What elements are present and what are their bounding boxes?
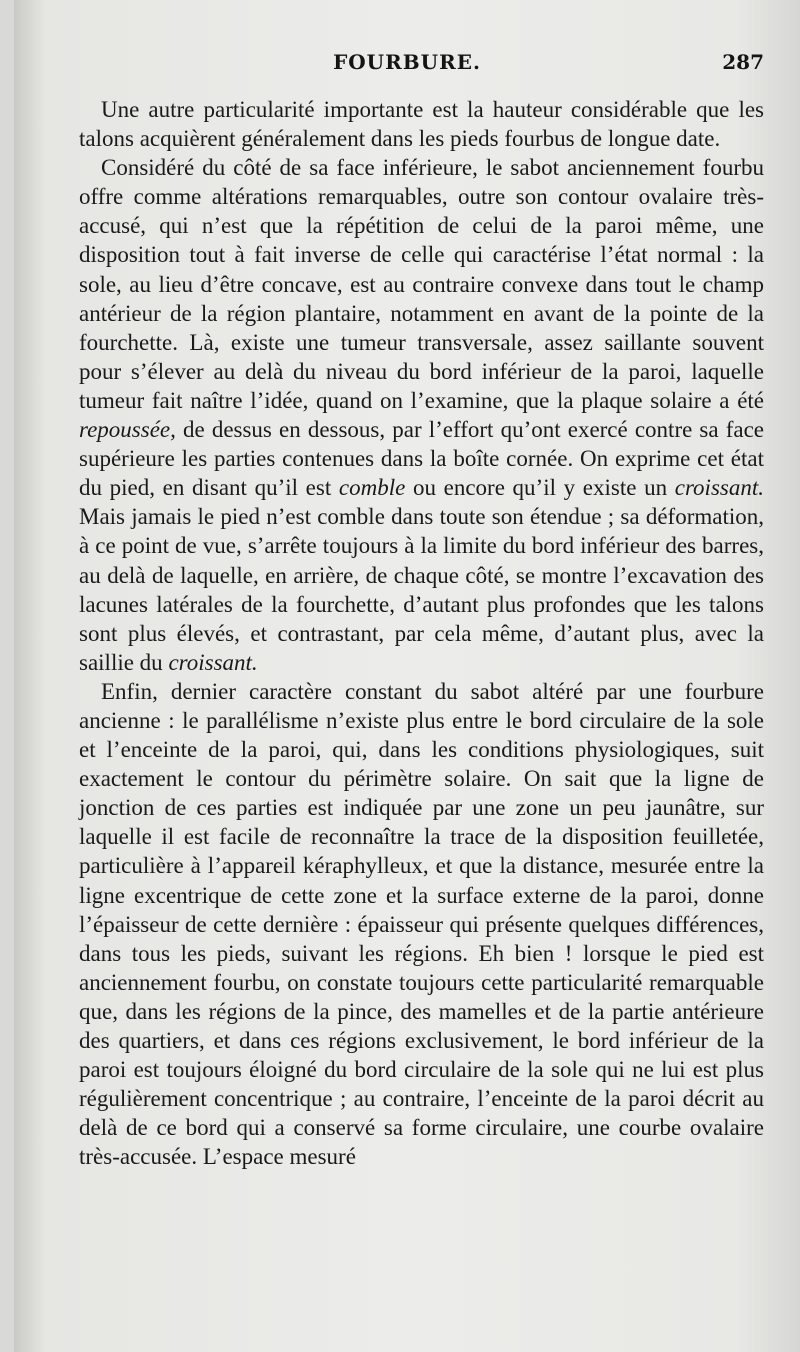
chapter-title: FOURBURE. <box>333 50 481 74</box>
italic-term-repoussee: repoussée, <box>79 417 176 443</box>
paragraph-2-text-3: ou encore qu’il y existe un <box>405 475 675 501</box>
paragraph-1-text: Une autre particularité importante est la hauteur considérable que les talons acquièrent généralement dans les pieds fourbus de longue date. <box>79 97 764 152</box>
running-header <box>14 50 800 80</box>
paragraph-2-text-2: de dessus en dessous, par l’effort qu’ont exercé contre sa face supérieure les parties contenues dans la boîte cornée. On exprime cet état du pied, en disant qu’il est <box>79 417 764 501</box>
book-page <box>14 0 800 1352</box>
paragraph-3-text: Enfin, dernier caractère constant du sabot altéré par une fourbure ancienne : le parallélisme n’existe plus entre le bord circulaire de la sole et l’enceinte de la paroi, qui, dans les conditions physiologiques, suit exactement le contour du périmètre solaire. On sait que la ligne de jonction de ces parties est indiquée par une zone un peu jaunâtre, sur laquelle il est facile de reconnaître la trace de la disposition feuilletée, particulière à l’appareil kéraphylleux, et que la distance, mesurée entre la ligne excentrique de cette zone et la surface externe de la paroi, donne l’épaisseur de cette dernière : épaisseur qui présente quelques différences, dans tous les pieds, suivant les régions. Eh bien ! lorsque le pied est anciennement fourbu, on constate toujours cette particularité remarquable que, dans les régions de la pince, des mamelles et de la partie antérieure des quartiers, et dans ces régions exclusivement, le bord inférieur de la paroi est toujours éloigné du bord circulaire de la sole qui ne lui est plus régulièrement concentrique ; au contraire, l’enceinte de la paroi décrit au delà de ce bord qui a conservé sa forme circulaire, une courbe ovalaire très-accusée. L’espace mesuré <box>79 678 764 1170</box>
paragraph-2-text-4: Mais jamais le pied n’est comble dans toute son étendue ; sa déformation, à ce point de vue, s’arrête toujours à la limite du bord inférieur des barres, au delà de laquelle, en arrière, de chaque côté, se montre l’excavation des lacunes latérales de la fourchette, d’autant plus profondes que les talons sont plus élevés, et contrastant, par cela même, d’autant plus, avec la saillie du <box>79 504 764 675</box>
paragraph-1 <box>79 95 764 153</box>
paragraph-3 <box>79 677 764 1172</box>
page-number: 287 <box>722 50 764 74</box>
italic-term-comble: comble <box>338 475 406 501</box>
paragraph-2-text-1: Considéré du côté de sa face inférieure, le sabot anciennement fourbu offre comme altérations remarquables, outre son contour ovalaire très-accusé, qui n’est que la répétition de celui de la paroi même, une disposition tout à fait inverse de celle qui caractérise l’état normal : la sole, au lieu d’être concave, est au contraire convexe dans tout le champ antérieur de la région plantaire, notamment en avant de la pointe de la fourchette. Là, existe une tumeur transversale, assez saillante souvent pour s’élever au delà du niveau du bord inférieur de la paroi, laquelle tumeur fait naître l’idée, quand on l’examine, que la plaque solaire a été <box>79 155 764 413</box>
italic-term-croissant: croissant. <box>674 475 764 501</box>
italic-term-croissant-end: croissant. <box>168 649 258 675</box>
body-text <box>79 95 764 1171</box>
paragraph-2 <box>79 153 764 677</box>
